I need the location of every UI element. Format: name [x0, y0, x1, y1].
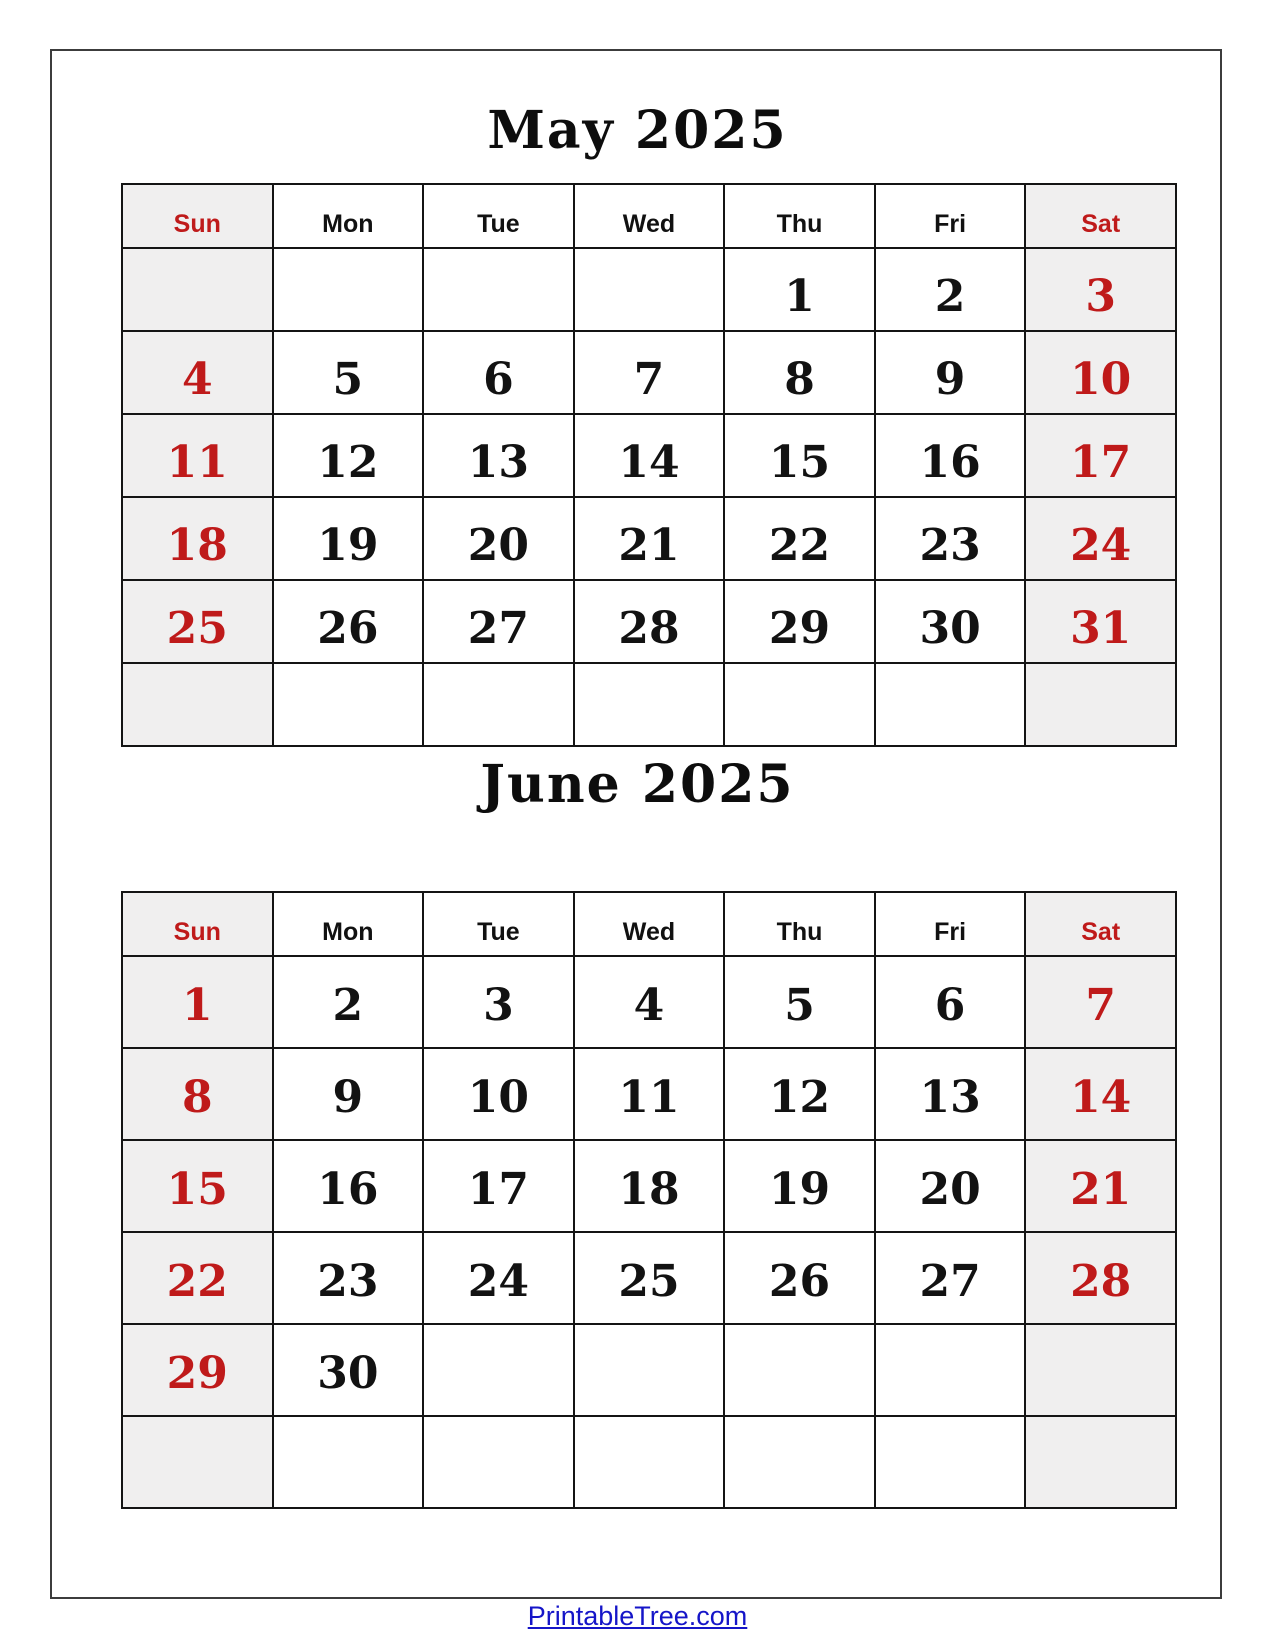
day-cell: 8 [724, 331, 875, 414]
day-cell: 22 [724, 497, 875, 580]
weekday-header-sat: Sat [1025, 892, 1176, 956]
day-cell: 27 [875, 1232, 1026, 1324]
day-cell: 23 [273, 1232, 424, 1324]
day-cell: 22 [122, 1232, 273, 1324]
week-row [122, 414, 1176, 497]
weekday-header-fri: Fri [875, 892, 1026, 956]
empty-cell [122, 248, 273, 331]
weekday-header-sat: Sat [1025, 184, 1176, 248]
month-title-may: May 2025 [487, 100, 788, 161]
day-cell: 5 [724, 956, 875, 1048]
day-cell: 30 [875, 580, 1026, 663]
empty-cell [423, 1416, 574, 1508]
day-cell: 11 [574, 1048, 725, 1140]
day-cell: 16 [273, 1140, 424, 1232]
day-cell: 27 [423, 580, 574, 663]
week-row [122, 956, 1176, 1048]
day-cell: 19 [724, 1140, 875, 1232]
empty-cell [574, 663, 725, 746]
weekday-header-wed: Wed [574, 892, 725, 956]
week-row [122, 1324, 1176, 1416]
day-cell: 26 [724, 1232, 875, 1324]
day-cell: 7 [574, 331, 725, 414]
empty-cell [122, 663, 273, 746]
day-cell: 19 [273, 497, 424, 580]
day-cell: 13 [423, 414, 574, 497]
empty-cell [423, 1324, 574, 1416]
day-cell: 3 [1025, 248, 1176, 331]
day-cell: 11 [122, 414, 273, 497]
day-cell: 20 [423, 497, 574, 580]
june-calendar-table [121, 891, 1177, 1509]
day-cell: 31 [1025, 580, 1176, 663]
day-cell: 26 [273, 580, 424, 663]
empty-cell [273, 248, 424, 331]
day-cell: 5 [273, 331, 424, 414]
may-calendar-table [121, 183, 1177, 747]
week-row [122, 497, 1176, 580]
empty-cell [1025, 1416, 1176, 1508]
week-row [122, 1232, 1176, 1324]
weekday-header-sun: Sun [122, 892, 273, 956]
day-cell: 15 [724, 414, 875, 497]
weekday-header-tue: Tue [423, 184, 574, 248]
day-cell: 15 [122, 1140, 273, 1232]
day-cell: 17 [423, 1140, 574, 1232]
day-cell: 8 [122, 1048, 273, 1140]
day-cell: 2 [273, 956, 424, 1048]
weekday-header-row [122, 184, 1176, 248]
empty-cell [574, 248, 725, 331]
empty-cell [724, 663, 875, 746]
printabletree-link[interactable]: PrintableTree.com [527, 1601, 748, 1631]
day-cell: 14 [574, 414, 725, 497]
day-cell: 21 [1025, 1140, 1176, 1232]
weekday-header-wed: Wed [574, 184, 725, 248]
empty-cell [423, 248, 574, 331]
weekday-header-row [122, 892, 1176, 956]
day-cell: 29 [122, 1324, 273, 1416]
day-cell: 18 [574, 1140, 725, 1232]
day-cell: 2 [875, 248, 1026, 331]
day-cell: 12 [724, 1048, 875, 1140]
day-cell: 20 [875, 1140, 1026, 1232]
empty-cell [273, 1416, 424, 1508]
week-row [122, 248, 1176, 331]
month-title-june: June 2025 [480, 754, 795, 815]
weekday-header-sun: Sun [122, 184, 273, 248]
week-row [122, 1140, 1176, 1232]
day-cell: 28 [574, 580, 725, 663]
empty-cell [724, 1324, 875, 1416]
empty-cell [574, 1416, 725, 1508]
day-cell: 30 [273, 1324, 424, 1416]
empty-cell [423, 663, 574, 746]
week-row [122, 580, 1176, 663]
weekday-header-fri: Fri [875, 184, 1026, 248]
weekday-header-mon: Mon [273, 184, 424, 248]
day-cell: 28 [1025, 1232, 1176, 1324]
day-cell: 9 [875, 331, 1026, 414]
day-cell: 6 [423, 331, 574, 414]
weekday-header-tue: Tue [423, 892, 574, 956]
day-cell: 4 [574, 956, 725, 1048]
empty-cell [875, 1416, 1026, 1508]
day-cell: 10 [423, 1048, 574, 1140]
empty-cell [875, 663, 1026, 746]
day-cell: 29 [724, 580, 875, 663]
day-cell: 6 [875, 956, 1026, 1048]
day-cell: 17 [1025, 414, 1176, 497]
day-cell: 1 [724, 248, 875, 331]
week-row [122, 1048, 1176, 1140]
day-cell: 25 [574, 1232, 725, 1324]
day-cell: 4 [122, 331, 273, 414]
day-cell: 7 [1025, 956, 1176, 1048]
day-cell: 1 [122, 956, 273, 1048]
day-cell: 18 [122, 497, 273, 580]
empty-cell [724, 1416, 875, 1508]
weekday-header-mon: Mon [273, 892, 424, 956]
day-cell: 16 [875, 414, 1026, 497]
weekday-header-thu: Thu [724, 892, 875, 956]
empty-cell [273, 663, 424, 746]
day-cell: 21 [574, 497, 725, 580]
day-cell: 24 [1025, 497, 1176, 580]
week-row [122, 331, 1176, 414]
day-cell: 13 [875, 1048, 1026, 1140]
empty-cell [1025, 1324, 1176, 1416]
day-cell: 23 [875, 497, 1026, 580]
day-cell: 12 [273, 414, 424, 497]
empty-cell [875, 1324, 1026, 1416]
weekday-header-thu: Thu [724, 184, 875, 248]
day-cell: 24 [423, 1232, 574, 1324]
empty-cell [122, 1416, 273, 1508]
day-cell: 10 [1025, 331, 1176, 414]
day-cell: 3 [423, 956, 574, 1048]
empty-cell [1025, 663, 1176, 746]
day-cell: 9 [273, 1048, 424, 1140]
day-cell: 25 [122, 580, 273, 663]
day-cell: 14 [1025, 1048, 1176, 1140]
page-footer [0, 1601, 1275, 1632]
week-row [122, 663, 1176, 746]
empty-cell [574, 1324, 725, 1416]
week-row [122, 1416, 1176, 1508]
